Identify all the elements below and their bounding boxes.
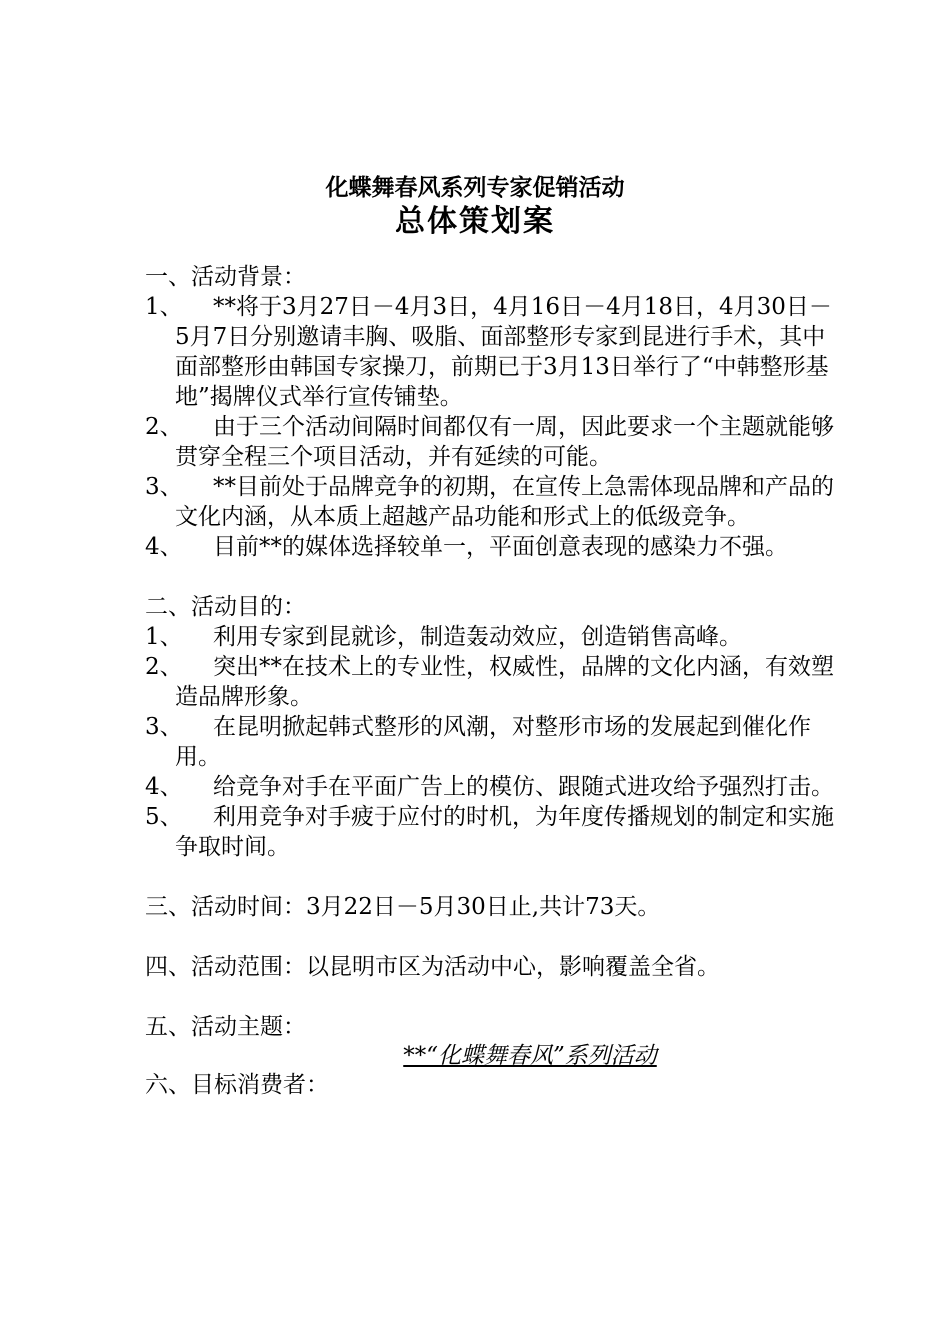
list-item [145, 622, 835, 652]
section-time: 三、活动时间：3月22日－5月30日止,共计73天。 [145, 894, 661, 920]
section-heading-purpose: 二、活动目的： [145, 594, 306, 620]
section-heading-target: 六、目标消费者： [145, 1072, 329, 1098]
list-number: 4、 [145, 534, 183, 560]
list-item [145, 532, 835, 562]
list-item [145, 802, 835, 862]
list-text: 突出**在技术上的专业性，权威性，品牌的文化内涵，有效塑造品牌形象。 [175, 654, 834, 710]
paragraph-gap [145, 562, 835, 592]
paragraph-gap [145, 922, 835, 952]
list-item [145, 292, 835, 412]
list-item [145, 472, 835, 532]
document-title: 化蝶舞春风系列专家促销活动 [325, 174, 625, 201]
list-number: 4、 [145, 774, 183, 800]
list-item [145, 412, 835, 472]
document-body [145, 262, 835, 1100]
section-scope: 四、活动范围：以昆明市区为活动中心，影响覆盖全省。 [145, 954, 720, 980]
paragraph-gap [145, 862, 835, 892]
list-item [145, 772, 835, 802]
list-number: 1、 [145, 624, 183, 650]
list-text: **目前处于品牌竞争的初期，在宣传上急需体现品牌和产品的文化内涵，从本质上超越产品功能和形式上的低级竞争。 [175, 474, 834, 530]
list-text: 给竞争对手在平面广告上的模仿、跟随式进攻给予强烈打击。 [213, 774, 834, 800]
list-text: 利用竞争对手疲于应付的时机，为年度传播规划的制定和实施争取时间。 [175, 804, 834, 860]
list-text: 目前**的媒体选择较单一，平面创意表现的感染力不强。 [213, 534, 788, 560]
list-number: 5、 [145, 804, 183, 830]
list-number: 2、 [145, 414, 183, 440]
list-item [145, 712, 835, 772]
list-text: 在昆明掀起韩式整形的风潮，对整形市场的发展起到催化作用。 [175, 714, 811, 770]
section-heading-theme: 五、活动主题： [145, 1014, 306, 1040]
list-item [145, 652, 835, 712]
list-text: **将于3月27日－4月3日，4月16日－4月18日，4月30日－5月7日分别邀请丰胸、吸脂、面部整形专家到昆进行手术，其中面部整形由韩国专家操刀，前期已于3月13日举行了“中韩整形基地”揭牌仪式举行宣传铺垫。 [175, 294, 832, 410]
activity-theme: **“化蝶舞春风”系列活动 [403, 1043, 657, 1069]
list-number: 1、 [145, 294, 183, 320]
list-text: 利用专家到昆就诊，制造轰动效应，创造销售高峰。 [213, 624, 742, 650]
list-number: 3、 [145, 714, 183, 740]
list-number: 2、 [145, 654, 183, 680]
paragraph-gap [145, 982, 835, 1012]
document-subtitle: 总体策划案 [395, 204, 555, 239]
section-heading-background: 一、活动背景： [145, 264, 306, 290]
list-text: 由于三个活动间隔时间都仅有一周，因此要求一个主题就能够贯穿全程三个项目活动，并有延续的可能。 [175, 414, 834, 470]
list-number: 3、 [145, 474, 183, 500]
theme-line [145, 1042, 835, 1070]
